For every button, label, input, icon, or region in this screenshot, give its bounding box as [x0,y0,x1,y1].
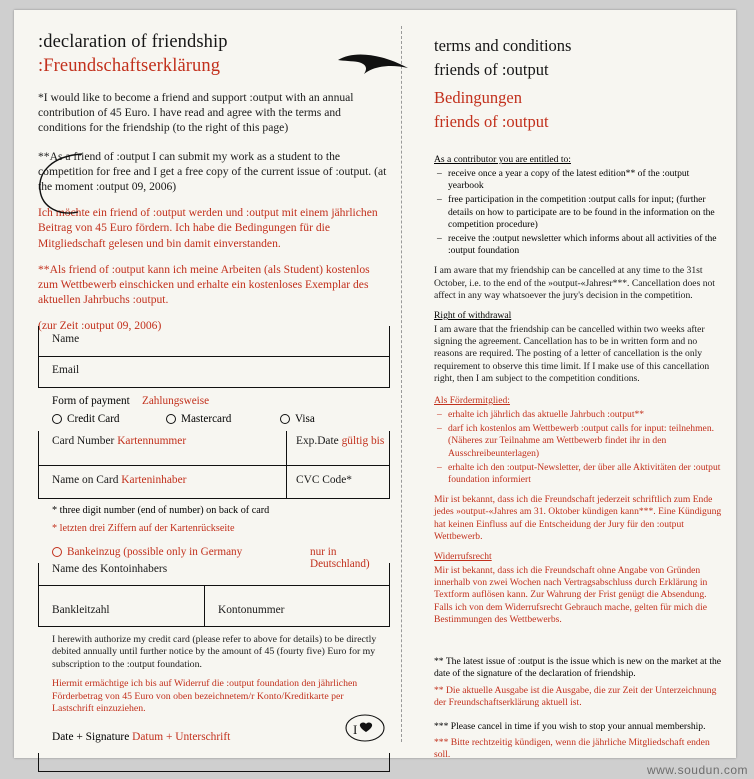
list-item: – erhalte ich jährlich das aktuelle Jahrbuch :output** [448,409,726,421]
name-on-card-row[interactable] [38,466,390,499]
blz-label: Bankleitzahl [52,604,110,616]
bank-details-left-rule [38,586,39,626]
footnote-de-2: *** Bitte rechtzeitig kündigen, wenn die jährliche Mitgliedschaft enden soll. [434,737,710,761]
option-bankeinzug[interactable] [52,546,242,558]
contributor-section [434,154,726,302]
terms-title-en-2: friends of :output [434,60,549,79]
cancellation-text-en: I am aware that my friendship can be cancelled at any time to the 31st October, i.e. to the end of the »output-«Jahresr***. Cancellation does not affect in any way whatsoever the jury's decision in the competition. [434,265,715,301]
payment-heading-row [38,393,390,411]
right-column [434,36,726,762]
document-page [14,10,736,761]
option-mastercard[interactable] [166,413,231,425]
signature-label-row [38,725,390,753]
authorize-text-en: I herewith authorize my credit card (please refer to above for details) to be directly debited annually until further notice by the amount of 45 (fourty five) Euro for my subscription to the :output foundation. [52,634,377,670]
option-visa-label: Visa [295,413,315,425]
cvc-label: CVC Code* [296,474,353,486]
expdate-label: Exp.Date gültig bis [296,435,385,447]
signature-right-rule [389,753,390,771]
declaration-title-en: :declaration of friendship [38,32,228,52]
list-item: – free participation in the competition :output calls for input; (further details on how to participate are to be found in the information on the competition procedure) [448,194,726,231]
list-item: – receive the :output newsletter which informs about all activities of the :output foundation [448,233,726,257]
radio-mastercard-icon[interactable] [166,414,176,424]
list-item: – erhalte ich den :output-Newsletter, der über alle Aktivitäten der :output foundation informiert [448,462,726,486]
footnote-en-2: *** Please cancel in time if you wish to stop your annual membership. [434,720,706,732]
card-number-left-rule [38,431,39,465]
email-field-row[interactable] [38,357,390,388]
cancellation-text-de: Mir ist bekannt, dass ich die Freundschaft jederzeit schriftlich zum Ende jedes »output-«Jahres am 31. Oktober kündigen kann***. Eine Kündigung hat keinen Einfluss auf die Entscheidung der Jury für den :output Wettbewerb. [434,494,722,542]
footnote-de-1: ** Die aktuelle Ausgabe ist die Ausgabe, die zur Zeit der Unterzeichnung der Freundschaftserklärung aktuell ist. [434,684,717,708]
payment-label-de: Zahlungsweise [142,395,210,407]
radio-visa-icon[interactable] [280,414,290,424]
foerdermitglied-list [434,409,726,486]
contributor-list [434,168,726,257]
card-number-label-de: Kartennummer [117,435,187,447]
name-field-row[interactable] [38,326,390,357]
withdrawal-section-de [434,551,726,626]
withdrawal-text-en: I am aware that the friendship can be cancelled within two weeks after signing the agreement. Cancellation has to be in written form and no reasons are required. The posting of a letter of cancellation is the only requirement to observe this time limit. If I make use of this cancellation right, then I am subject to the competition conditions. [434,324,710,384]
paragraph-en-2: **As a friend of :output I can submit my work as a student to the competition for free and I get a free copy of the current issue of :output. (at the moment :output 09, 2006) [38,149,387,194]
page-divider [401,26,402,742]
paragraph-de-2: **Als friend of :output kann ich meine Arbeiten (als Student) kostenlos zum Wettbewerb einschicken und erhalte ein kostenloses Exemplar des aktuellen Jahrbuchs :output. [38,262,370,307]
option-bankeinzug-de-label: nur in Deutschland) [310,546,370,570]
cvc-divider-rule [286,466,287,498]
card-number-label: Card Number Kartennummer [52,435,187,447]
radio-bankeinzug-icon[interactable] [52,547,62,557]
foerdermitglied-section [434,395,726,543]
konto-label: Kontonummer [218,604,285,616]
email-field-right-rule [389,357,390,387]
cvc-note-en: * three digit number (end of number) on back of card [52,505,270,516]
declaration-title-de: :Freundschaftserklärung [38,56,221,76]
name-on-card-right-rule [389,466,390,498]
terms-title-de-1: Bedingungen [434,88,522,107]
name-on-card-label: Name on Card Karteninhaber [52,474,187,486]
account-holder-label: Name des Kontoinhabers [52,563,168,575]
account-holder-row[interactable] [38,563,390,586]
signature-label: Date + Signature Datum + Unterschrift [52,731,231,744]
withdrawal-heading-en: Right of withdrawal [434,310,512,322]
contributor-heading: As a contributor you are entitled to: [434,154,571,165]
signature-left-rule [38,753,39,771]
expdate-label-de: gültig bis [341,435,385,447]
card-number-row[interactable] [38,431,390,466]
card-number-right-rule [389,431,390,465]
payment-options-row [38,411,390,431]
name-on-card-label-de: Karteninhaber [121,474,187,486]
name-field-left-rule [38,326,39,356]
terms-title-en-1: terms and conditions [434,36,572,55]
cvc-note-de: * letzten drei Ziffern auf der Kartenrückseite [52,523,235,534]
email-label: Email [52,364,80,376]
footnote-en-1: ** The latest issue of :output is the issue which is new on the market at the date of the signature of the declaration of friendship. [434,656,722,680]
option-bankeinzug-label: Bankeinzug (possible only in Germany [67,546,243,558]
withdrawal-section-en [434,310,726,385]
left-column [38,32,390,334]
name-on-card-left-rule [38,466,39,498]
terms-title-de-2: friends of :output [434,112,549,131]
option-credit-card-label: Credit Card [67,413,120,425]
signature-field-row[interactable] [38,753,390,772]
authorize-text-de: Hiermit ermächtige ich bis auf Widerruf die :output foundation den jährlichen Förderbetrag von 45 Euro von oben bezeichnetem/r Konto/Kreditkarte per Lastschrift einzuziehen. [52,678,358,715]
email-field-left-rule [38,357,39,387]
radio-credit-card-icon[interactable] [52,414,62,424]
withdrawal-heading-de: Widerrufsrecht [434,551,492,563]
payment-label-en: Form of payment [52,395,130,407]
signature-label-de: Datum + Unterschrift [132,731,231,744]
option-credit-card[interactable] [52,413,120,425]
watermark: www.soudun.com [646,763,748,777]
paragraph-de-1: Ich möchte ein friend of :output werden und :output mit einem jährlichen Beitrag von 45 Euro fördern. Ich habe die Bedingungen für die Mitgliedschaft gelesen und bin damit einverstanden. [38,206,378,250]
account-holder-left-rule [38,563,39,585]
list-item: – receive once a year a copy of the latest edition** of the :output yearbook [448,168,726,192]
bank-details-right-rule [389,586,390,626]
membership-form [38,326,390,772]
bank-details-row[interactable] [38,586,390,627]
foerdermitglied-heading: Als Fördermitglied: [434,395,510,407]
list-item: – darf ich kostenlos am Wettbewerb :output calls for input: teilnehmen. (Näheres zur Teilnahme am Wettbewerb findet ihr in den Ausschreibeunterlagen) [448,423,726,460]
name-label: Name [52,333,80,345]
option-visa[interactable] [280,413,315,425]
account-holder-right-rule [389,563,390,585]
paragraph-de-3: (zur Zeit :output 09, 2006) [38,319,162,333]
bank-details-divider-rule [204,586,205,626]
svg-text:I: I [353,722,358,737]
name-field-right-rule [389,326,390,356]
paragraph-en-1: *I would like to become a friend and support :output with an annual contribution of 45 Euro. I have read and agree with the terms and conditions for the friendship (to the right of this page) [38,91,354,135]
option-mastercard-label: Mastercard [181,413,232,425]
withdrawal-text-de: Mir ist bekannt, dass ich die Freundschaft ohne Angabe von Gründen innerhalb von zwei Wochen nach Vertragsabschluss durch Erklärung in Textform auflösen kann. Zur Wahrung der Frist genügt die Absendung. Falls ich von dem Widerrufsrecht Gebrauch mache, gelten für mich die Bestimmungen des Wettbewerbs. [434,565,708,625]
expdate-divider-rule [286,431,287,465]
